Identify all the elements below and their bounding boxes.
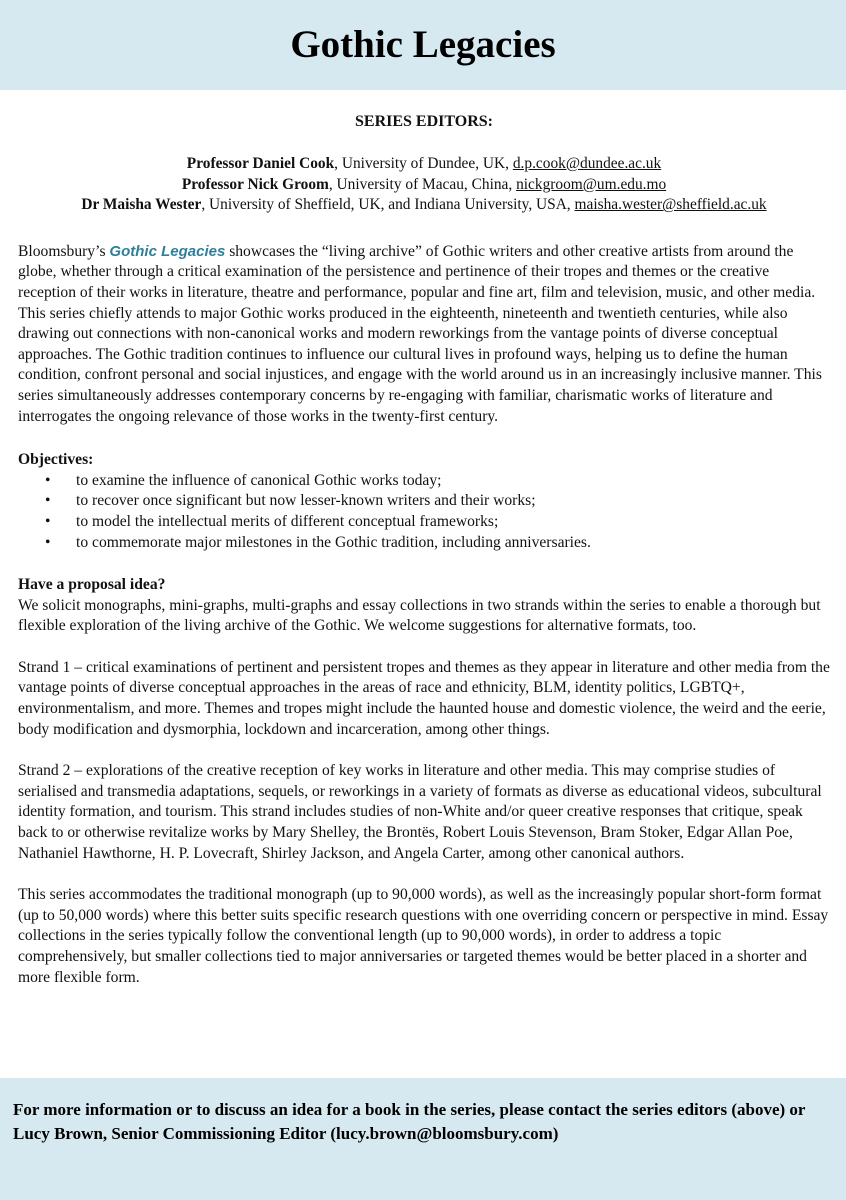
list-item (18, 512, 830, 533)
intro-paragraph (18, 242, 830, 427)
objective-text: to recover once significant but now lesser-known writers and their works; (76, 492, 536, 510)
editor-affiliation: , University of Macau, China, (328, 175, 517, 193)
strand-2-paragraph: Strand 2 – explorations of the creative reception of key works in literature and other media. This may comprise studies of serialised and transmedia adaptations, sequels, or reworkings in a variety of formats as diverse as educational videos, subcultural identity formation, and tourism. This strand includes studies of non-White and/or queer creative responses that critique, speak back to or otherwise revitalize works by Mary Shelley, the Brontës, Robert Louis Stevenson, Bram Stoker, Edgar Allan Poe, Nathaniel Hawthorne, H. P. Lovecraft, Shirley Jackson, and Angela Carter, among other canonical authors. (18, 762, 822, 862)
document-body (18, 112, 830, 1009)
strand-1-paragraph: Strand 1 – critical examinations of pertinent and persistent tropes and themes as they appear in literature and other media from the vantage points of diverse conceptual approaches in the areas of race and ethnicity, BLM, identity politics, LGBTQ+, environmentalism, and more. Themes and tropes might include the haunted house and domestic violence, the weird and the eerie, body modification and dysmorphia, lockdown and incarceration, among other things. (18, 658, 830, 738)
editor-name: Professor Nick Groom (181, 175, 329, 193)
list-item (18, 533, 830, 554)
intro-prefix: Bloomsbury’s (18, 242, 110, 260)
editors-list (18, 154, 830, 216)
bullet-icon: • (45, 471, 51, 489)
editor-entry (18, 154, 830, 175)
bullet-icon: • (45, 533, 51, 551)
intro-body: showcases the “living archive” of Gothic writers and other creative artists from around the globe, whether through a critical examination of the persistence and pertinence of their tropes and themes or the creative reception of their works in literature, theatre and performance, popular and fine art, film and television, music, and other media. This series chiefly attends to major Gothic works produced in the eighteenth, nineteenth and twentieth centuries, while also drawing out connections with non-canonical works and modern reworkings from the vantage points of diverse conceptual approaches. The Gothic tradition continues to influence our cultural lives in profound ways, helping us to define the human condition, confront personal and social injustices, and engage with the world around us in an increasingly inclusive manner. This series simultaneously addresses contemporary concerns by re-engaging with familiar, charismatic works of literature and interrogates the ongoing relevance of those works in the twenty-first century. (18, 242, 822, 425)
editor-name: Dr Maisha Wester (81, 196, 202, 214)
proposal-heading: Have a proposal idea? (18, 576, 166, 594)
list-item (18, 471, 830, 492)
editor-affiliation: , University of Sheffield, UK, and Indiana University, USA, (201, 196, 575, 214)
editor-email-link[interactable]: maisha.wester@sheffield.ac.uk (574, 196, 767, 214)
bullet-icon: • (45, 492, 51, 510)
series-name: Gothic Legacies (109, 242, 226, 260)
editor-email-link[interactable]: nickgroom@um.edu.mo (516, 175, 667, 193)
objectives-heading: Objectives: (18, 451, 94, 469)
bullet-icon: • (45, 512, 51, 530)
editors-heading: SERIES EDITORS: (355, 113, 493, 130)
contact-banner (0, 1078, 846, 1200)
formats-paragraph: This series accommodates the traditional monograph (up to 90,000 words), as well as the increasingly popular short-form format (up to 50,000 words) where this better suits specific research questions with one overriding concern or perspective in mind. Essay collections in the series typically follow the conventional length (up to 90,000 words), in order to address a topic comprehensively, but smaller collections tied to major anniversaries or targeted themes would be better placed in a shorter and more flexible form. (18, 886, 829, 986)
proposal-paragraph: We solicit monographs, mini-graphs, multi-graphs and essay collections in two strands within the series to enable a thorough but flexible exploration of the living archive of the Gothic. We welcome suggestions for alternative formats, too. (18, 596, 821, 635)
editor-entry (18, 175, 830, 196)
objectives-list (18, 471, 830, 553)
objective-text: to commemorate major milestones in the Gothic tradition, including anniversaries. (76, 533, 591, 551)
title-banner (0, 0, 846, 90)
editor-name: Professor Daniel Cook (186, 155, 335, 172)
editor-affiliation: , University of Dundee, UK, (334, 155, 513, 172)
objective-text: to examine the influence of canonical Gothic works today; (76, 471, 442, 489)
editor-entry (18, 195, 830, 216)
contact-text: For more information or to discuss an idea for a book in the series, please contact the series editors (above) or Lucy Brown, Senior Commissioning Editor (lucy.brown@bloomsbury.com) (13, 1100, 806, 1143)
objective-text: to model the intellectual merits of different conceptual frameworks; (76, 512, 499, 530)
list-item (18, 491, 830, 512)
editor-email-link[interactable]: d.p.cook@dundee.ac.uk (512, 155, 662, 172)
page-title: Gothic Legacies (290, 23, 556, 66)
